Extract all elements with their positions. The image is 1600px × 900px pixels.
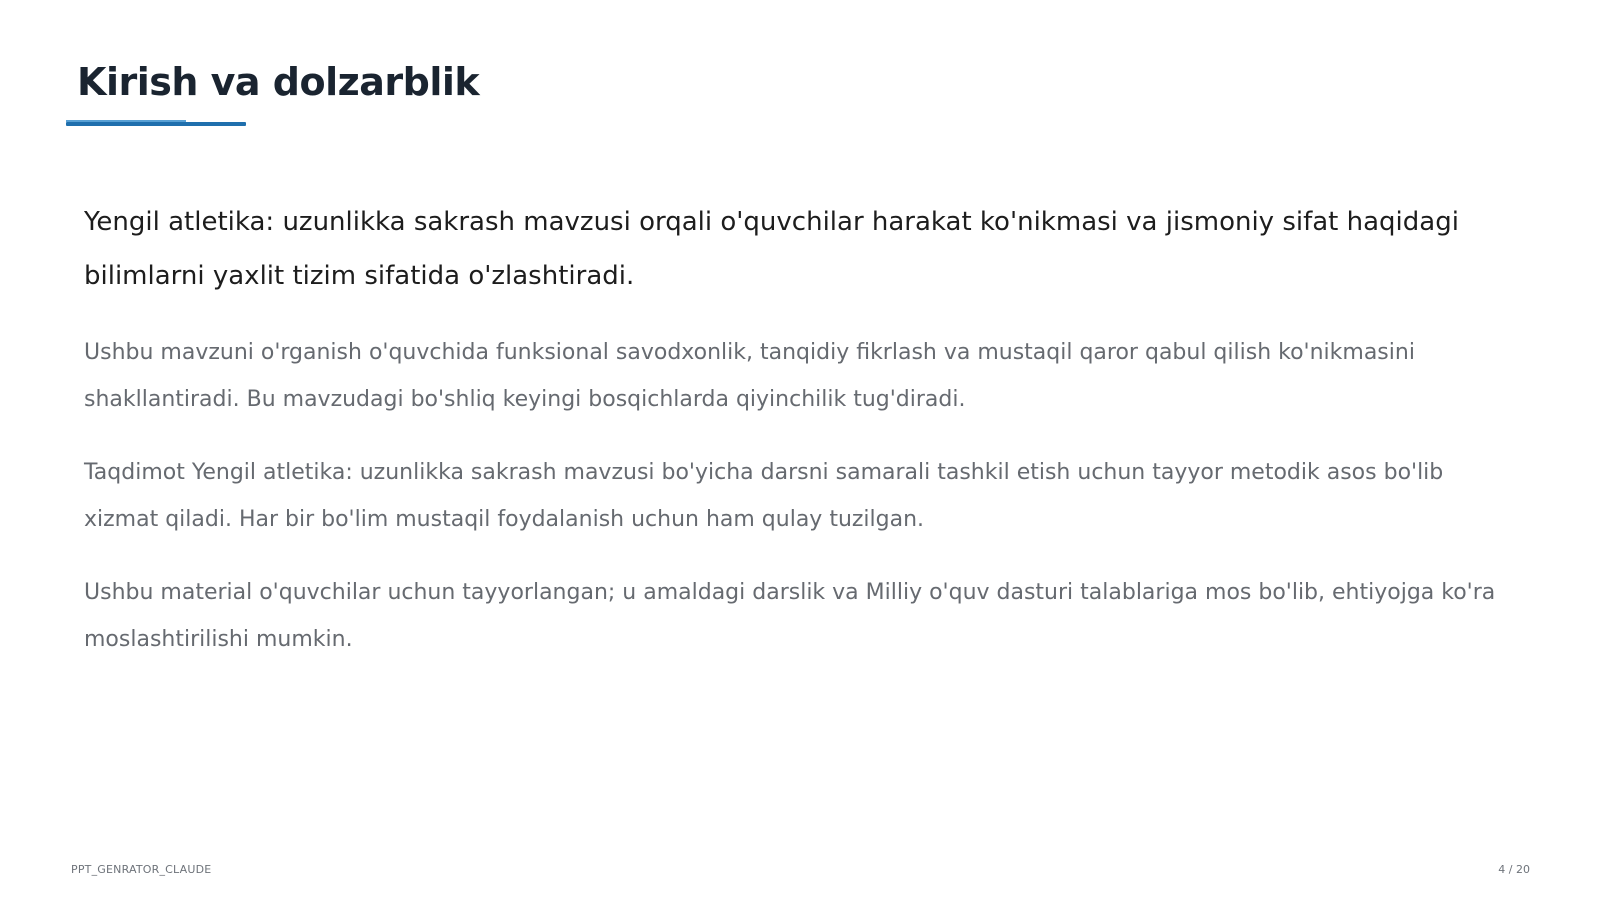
body-paragraph-3: Ushbu material o'quvchilar uchun tayyorlangan; u amaldagi darslik va Milliy o'quv dasturi talablariga mos bo'lib, ehtiyojga ko'ra moslashtirilishi mumkin. <box>84 580 1496 652</box>
body-paragraph-1: Ushbu mavzuni o'rganish o'quvchida funksional savodxonlik, tanqidiy fikrlash va mustaqil qaror qabul qilish ko'nikmasini shakllantiradi. Bu mavzudagi bo'shliq keyingi bosqichlarda qiyinchilik tug'diradi. <box>84 340 1415 412</box>
body-paragraph-2: Taqdimot Yengil atletika: uzunlikka sakrash mavzusi bo'yicha darsni samarali tashkil etish uchun tayyor metodik asos bo'lib xizmat qiladi. Har bir bo'lim mustaqil foydalanish uchun ham qulay tuzilgan. <box>84 460 1444 532</box>
footer-brand: PPT_GENRATOR_CLAUDE <box>71 863 212 876</box>
page-number: 4 / 20 <box>1498 863 1530 876</box>
title-underline-accent <box>66 122 246 126</box>
lead-paragraph: Yengil atletika: uzunlikka sakrash mavzusi orqali o'quvchilar harakat ko'nikmasi va jismoniy sifat haqidagi bilimlarni yaxlit tizim sifatida o'zlashtiradi. <box>84 207 1459 291</box>
slide-title: Kirish va dolzarblik <box>77 60 480 104</box>
